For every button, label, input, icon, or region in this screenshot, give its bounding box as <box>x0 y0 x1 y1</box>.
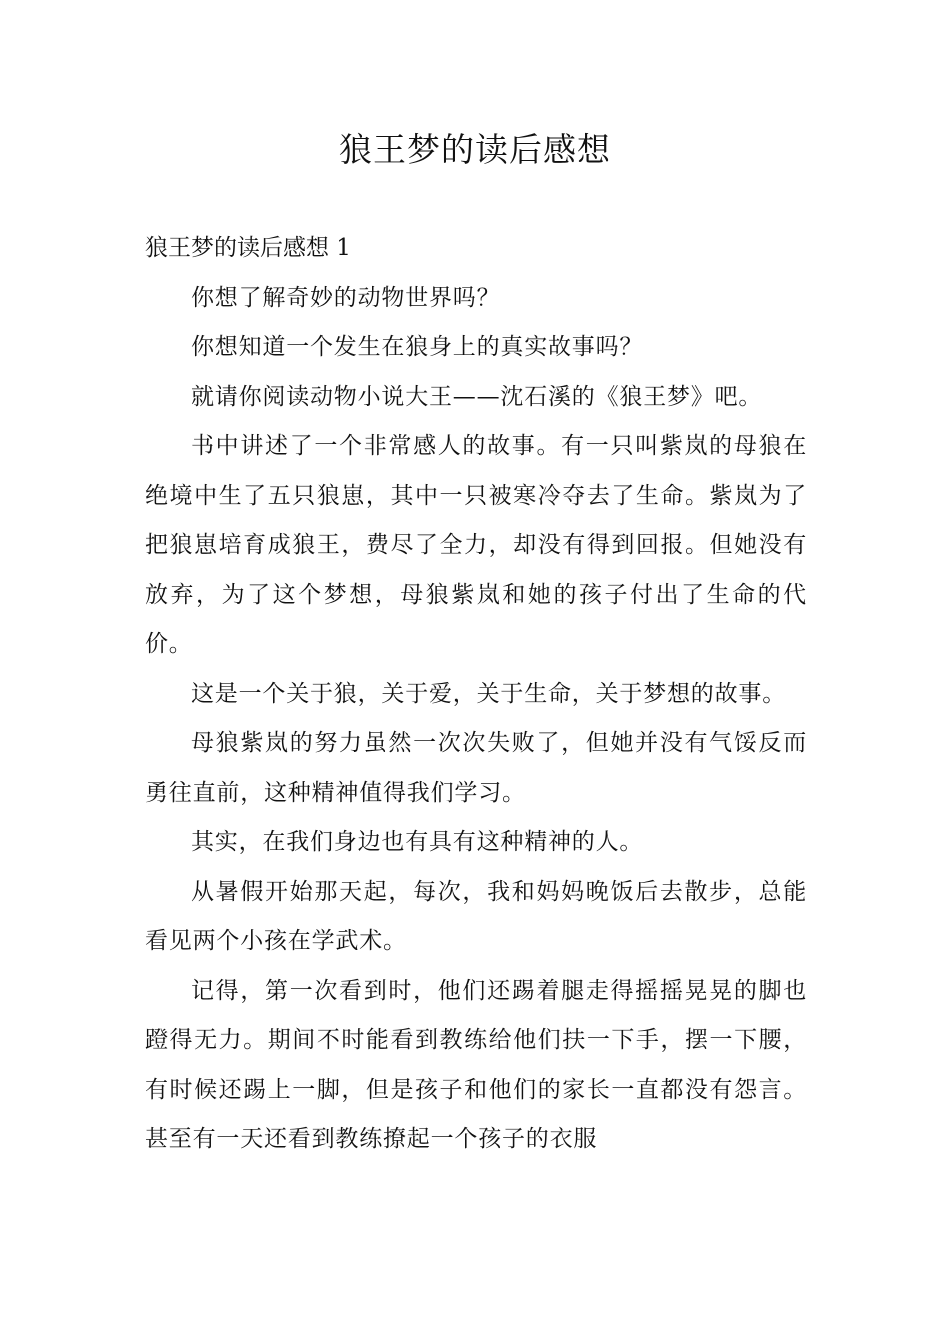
paragraph-8: 从暑假开始那天起，每次，我和妈妈晚饭后去散步，总能看见两个小孩在学武术。 <box>145 878 807 954</box>
paragraph-3: 就请你阅读动物小说大王——沈石溪的《狼王梦》吧。 <box>191 383 763 410</box>
paragraph-7: 其实，在我们身边也有具有这种精神的人。 <box>191 829 644 855</box>
paragraph-1: 你想了解奇妙的动物世界吗？ <box>191 284 501 311</box>
paragraph-9: 记得，第一次看到时，他们还踢着腿走得摇摇晃晃的脚也蹬得无力。期间不时能看到教练给他们扶一下手，摆一下腰，有时候还踢上一脚，但是孩子和他们的家长一直都没有怨言。甚至有一天还看到教练撩起一个孩子的衣服 <box>145 977 807 1152</box>
section-heading: 狼王梦的读后感想 1 <box>145 235 351 261</box>
paragraph-4: 书中讲述了一个非常感人的故事。有一只叫紫岚的母狼在绝境中生了五只狼崽，其中一只被寒冷夺去了生命。紫岚为了把狼崽培育成狼王，费尽了全力，却没有得到回报。但她没有放弃，为了这个梦想，母狼紫岚和她的孩子付出了生命的代价。 <box>145 433 807 657</box>
paragraph-2: 你想知道一个发生在狼身上的真实故事吗？ <box>191 334 644 360</box>
paragraph-5: 这是一个关于狼，关于爱，关于生命，关于梦想的故事。 <box>191 680 786 707</box>
document-body <box>145 224 807 1165</box>
paragraph-6: 母狼紫岚的努力虽然一次次失败了，但她并没有气馁反而勇往直前，这种精神值得我们学习。 <box>145 730 807 806</box>
document-title: 狼王梦的读后感想 <box>339 130 611 169</box>
